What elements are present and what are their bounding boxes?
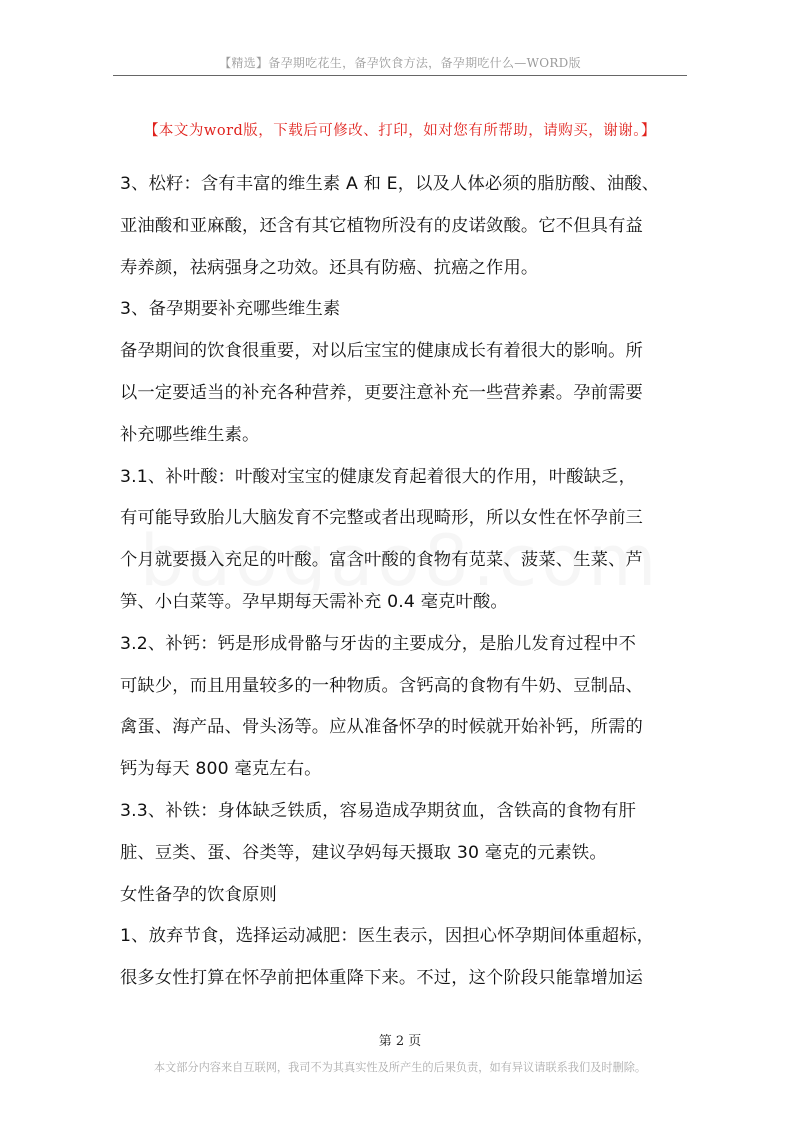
text-line: 脏、豆类、蛋、谷类等，建议孕妈每天摄取 30 毫克的元素铁。 <box>120 842 607 863</box>
paragraph-intro <box>120 331 686 456</box>
paragraph-pine-nuts <box>120 164 686 289</box>
page-number: 第 2 页 <box>378 1034 422 1049</box>
text-line: 亚油酸和亚麻酸，还含有其它植物所没有的皮诺敛酸。它不但具有益 <box>120 215 643 236</box>
text-line: 补充哪些维生素。 <box>120 424 260 445</box>
text-line: 备孕期间的饮食很重要，对以后宝宝的健康成长有着很大的影响。所 <box>120 341 643 362</box>
text-line: 3、松籽：含有丰富的维生素 A 和 E，以及人体必须的脂肪酸、油酸、 <box>120 174 660 194</box>
paragraph-calcium <box>120 624 686 791</box>
text-line: 女性备孕的饮食原则 <box>120 884 277 905</box>
section-heading-diet-principles <box>120 875 686 917</box>
text-line: 寿养颜，祛病强身之功效。还具有防癌、抗癌之作用。 <box>120 257 539 278</box>
text-line: 笋、小白菜等。孕早期每天需补充 0.4 毫克叶酸。 <box>120 591 508 612</box>
text-line: 有可能导致胎儿大脑发育不完整或者出现畸形，所以女性在怀孕前三 <box>120 508 643 529</box>
paragraph-no-dieting <box>120 916 686 1000</box>
section-heading-vitamins <box>120 289 686 331</box>
text-line: 3.3、补铁：身体缺乏铁质，容易造成孕期贫血，含铁高的食物有肝 <box>120 800 637 821</box>
text-line: 1、放弃节食，选择运动减肥：医生表示，因担心怀孕期间体重超标， <box>120 926 655 947</box>
text-line: 个月就要摄入充足的叶酸。富含叶酸的食物有苋菜、菠菜、生菜、芦 <box>120 550 643 571</box>
header-divider <box>113 75 687 76</box>
text-line: 以一定要适当的补充各种营养，更要注意补充一些营养素。孕前需要 <box>120 382 643 403</box>
text-line: 3.2、补钙：钙是形成骨骼与牙齿的主要成分，是胎儿发育过程中不 <box>120 633 637 654</box>
purchase-notice: 【本文为word版，下载后可修改、打印，如对您有所帮助，请购买，谢谢。】 <box>143 123 657 139</box>
text-line: 3、备孕期要补充哪些维生素 <box>120 299 341 320</box>
document-body <box>120 164 686 1000</box>
text-line: 钙为每天 800 毫克左右。 <box>120 759 322 780</box>
paragraph-folic-acid <box>120 457 686 624</box>
page-header: 【精选】备孕期吃花生，备孕饮食方法，备孕期吃什么—WORD版 <box>219 56 581 70</box>
text-line: 禽蛋、海产品、骨头汤等。应从准备怀孕的时候就开始补钙，所需的 <box>120 717 643 738</box>
text-line: 3.1、补叶酸：叶酸对宝宝的健康发育起着很大的作用，叶酸缺乏， <box>120 466 637 487</box>
text-line: 可缺少，而且用量较多的一种物质。含钙高的食物有牛奶、豆制品、 <box>120 675 643 696</box>
paragraph-iron <box>120 791 686 875</box>
text-line: 很多女性打算在怀孕前把体重降下来。不过，这个阶段只能靠增加运 <box>120 968 643 989</box>
footer-disclaimer: 本文部分内容来自互联网，我司不为其真实性及所产生的后果负责，如有异议请联系我们及时删除。 <box>153 1061 647 1074</box>
